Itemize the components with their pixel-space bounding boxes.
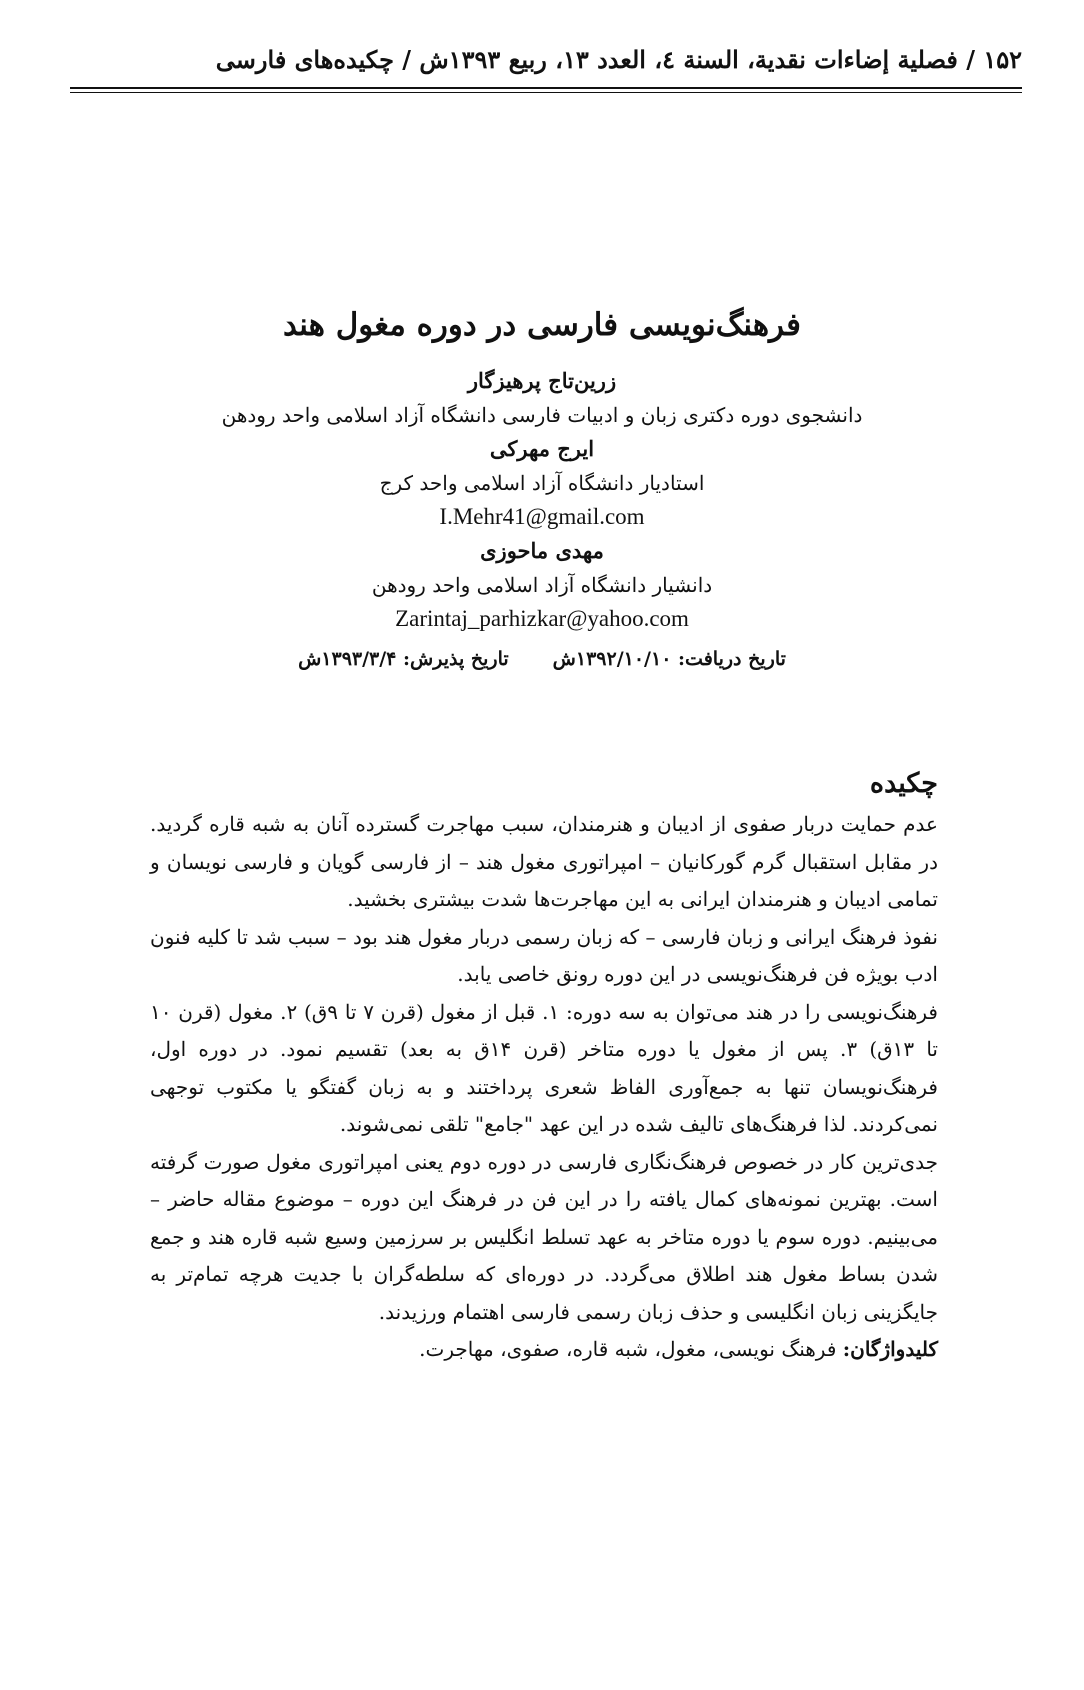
author-email: I.Mehr41@gmail.com xyxy=(439,504,645,529)
article-title: فرهنگ‌نویسی فارسی در دوره مغول هند xyxy=(283,307,801,343)
submission-dates xyxy=(120,644,964,674)
abstract-paragraph: نفوذ فرهنگ ایرانی و زبان فارسی – که زبان رسمی دربار مغول هند بود – سبب شد تا کلیه فنون ادب بویژه فن فرهنگ‌نویسی در این دوره رونق خاصی یابد. xyxy=(150,924,938,986)
author-email: Zarintaj_parhizkar@yahoo.com xyxy=(395,606,689,631)
keywords xyxy=(150,1331,938,1369)
abstract-section xyxy=(150,764,938,1369)
author-name: ایرج مهرکی xyxy=(489,436,595,461)
author-name: زرین‌تاج پرهیزگار xyxy=(467,368,617,393)
author-name: مهدی ماحوزی xyxy=(480,538,604,563)
abstract-paragraph: عدم حمایت دربار صفوی از ادیبان و هنرمندان، سبب مهاجرت گسترده آنان به شبه قاره گردید. در مقابل استقبال گرم گورکانیان – امپراتوری مغول هند – از فارسی گویان و فارسی نویسان و تمامی ادیبان و هنرمندان ایرانی به این مهاجرت‌ها شدت بیشتری بخشید. xyxy=(150,812,938,911)
abstract-paragraph: فرهنگ‌نویسی را در هند می‌توان به سه دوره: ۱. قبل از مغول (قرن ۷ تا ۹ق) ۲. مغول (قرن ۱۰ تا ۱۳ق) ۳. پس از مغول یا دوره متاخر (قرن ۱۴ق به بعد) تقسیم نمود. در دوره اول، فرهنگ‌نویسان تنها به جمع‌آوری الفاظ شعری پرداختند و به زبان گفتگو یا مکتوب توجهی نمی‌کردند. لذا فرهنگ‌های تالیف شده در این عهد "جامع" تلقی نمی‌شوند. xyxy=(150,999,938,1136)
keywords-list: فرهنگ نویسی، مغول، شبه قاره، صفوی، مهاجرت. xyxy=(419,1337,843,1361)
author-affiliation: دانشجوی دوره دکتری زبان و ادبیات فارسی دانشگاه آزاد اسلامی واحد رودهن xyxy=(221,403,863,427)
author-affiliation: دانشیار دانشگاه آزاد اسلامی واحد رودهن xyxy=(371,573,713,597)
abstract-paragraph: جدی‌ترین کار در خصوص فرهنگ‌نگاری فارسی در دوره دوم یعنی امپراتوری مغول صورت گرفته است. بهترین نمونه‌های کمال یافته را در این فن در فرهنگ این دوره – موضوع مقاله حاضر – می‌بینیم. دوره سوم یا دوره متاخر به عهد تسلط انگلیس بر سرزمین وسیع شبه قاره هند و جمع شدن بساط مغول هند اطلاق می‌گردد. در دوره‌ای که سلطه‌گران با جدیت هرچه تمام‌تر به جایگزینی زبان انگلیسی و حذف زبان رسمی فارسی اهتمام ورزیدند. xyxy=(150,1149,938,1324)
running-header: ۱۵۲ / فصلیة إضاءات نقدیة، السنة ٤، العدد ۱۳، ربیع ۱۳۹۳ش / چکیده‌های فارسی xyxy=(215,45,1022,74)
abstract-heading: چکیده xyxy=(869,768,938,799)
author-affiliation: استادیار دانشگاه آزاد اسلامی واحد کرج xyxy=(379,471,705,495)
header-rule xyxy=(70,87,1022,89)
received-date: تاریخ دریافت: ۱۳۹۲/۱۰/۱۰ش xyxy=(552,648,786,670)
accepted-date: تاریخ پذیرش: ۱۳۹۳/۳/۴ش xyxy=(298,648,509,670)
keywords-label: کلیدواژگان: xyxy=(842,1337,938,1361)
header-rule-secondary xyxy=(70,92,1022,93)
front-matter xyxy=(120,304,964,674)
